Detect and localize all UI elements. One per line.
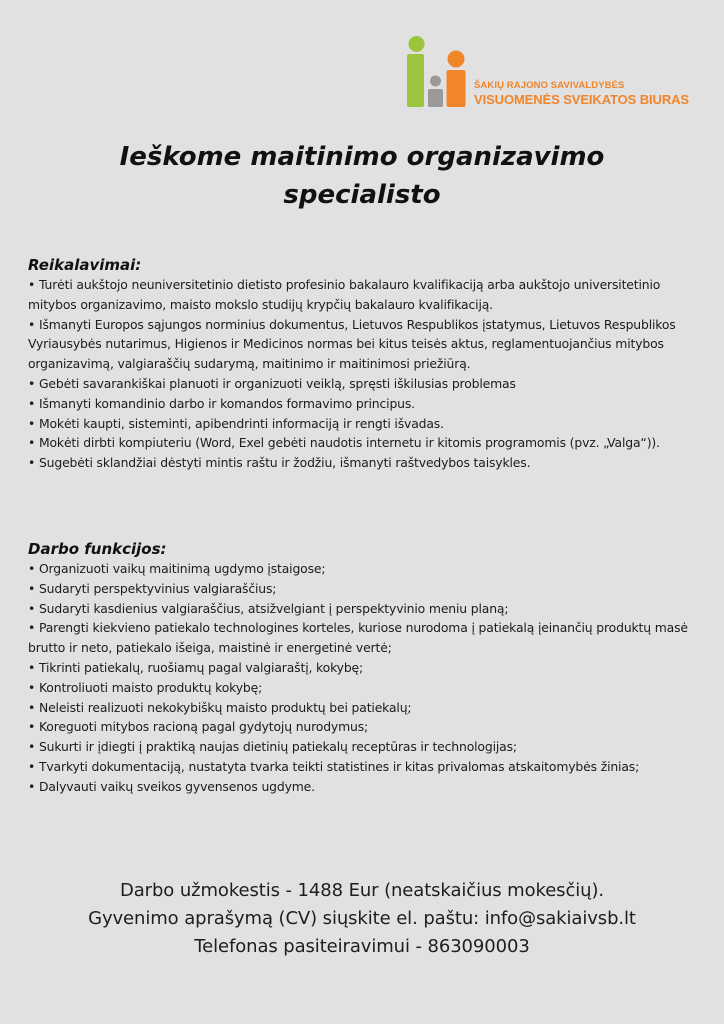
requirement-item: • Turėti aukštojo neuniversitetinio dietisto profesinio bakalauro kvalifikaciją arba aukštojo universitetinio mitybos organizavimo, maisto mokslo studijų krypčių bakalauro kvalifikaciją.: [28, 275, 704, 315]
organization-logo: [406, 36, 696, 116]
requirement-item: • Gebėti savarankiškai planuoti ir organizuoti veiklą, spręsti iškilusias problemas: [28, 374, 704, 394]
requirements-heading: Reikalavimai:: [28, 256, 142, 274]
family-figures-icon: [406, 36, 470, 112]
function-item: • Tvarkyti dokumentaciją, nustatyta tvarka teikti statistines ir kitas privalomas atskaitomybės žinias;: [28, 757, 704, 777]
page-title: [60, 138, 664, 214]
contact-footer: [40, 877, 684, 961]
title-line-1: Ieškome maitinimo organizavimo: [119, 142, 605, 172]
function-item: • Parengti kiekvieno patiekalo technologines korteles, kuriose nurodoma į patiekalą įeinančių produktų masė brutto ir neto, patiekalo išeiga, maistinė ir energetinė vertė;: [28, 618, 704, 658]
title-line-2: specialisto: [283, 180, 441, 210]
function-item: • Tikrinti patiekalų, ruošiamų pagal valgiaraštį, kokybę;: [28, 658, 704, 678]
salary-text: Darbo užmokestis - 1488 Eur (neatskaičius mokesčių).: [119, 880, 605, 901]
requirement-item: • Mokėti kaupti, sisteminti, apibendrinti informaciją ir rengti išvadas.: [28, 414, 704, 434]
function-item: • Sudaryti perspektyvinius valgiaraščius;: [28, 579, 704, 599]
function-item: • Koreguoti mitybos racioną pagal gydytojų nurodymus;: [28, 717, 704, 737]
functions-section: [28, 540, 704, 797]
logo-line-1: ŠAKIŲ RAJONO SAVIVALDYBĖS: [474, 80, 625, 91]
logo-text: [474, 80, 689, 107]
requirement-item: • Mokėti dirbti kompiuteriu (Word, Exel gebėti naudotis internetu ir kitomis programomis (pvz. „Valga“)).: [28, 433, 704, 453]
function-item: • Organizuoti vaikų maitinimą ugdymo įstaigose;: [28, 559, 704, 579]
logo-line-2: VISUOMENĖS SVEIKATOS BIURAS: [474, 92, 689, 107]
requirements-list: [28, 275, 704, 473]
function-item: • Sudaryti kasdienius valgiaraščius, atsižvelgiant į perspektyvinio meniu planą;: [28, 599, 704, 619]
requirements-section: [28, 256, 704, 473]
requirement-item: • Išmanyti komandinio darbo ir komandos formavimo principus.: [28, 394, 704, 414]
function-item: • Kontroliuoti maisto produktų kokybę;: [28, 678, 704, 698]
cv-email-text: Gyvenimo aprašymą (CV) siųskite el. paštu: info@sakiaivsb.lt: [88, 908, 636, 929]
requirement-item: • Išmanyti Europos sąjungos norminius dokumentus, Lietuvos Respublikos įstatymus, Lietuvos Respublikos Vyriausybės nutarimus, Higienos ir Medicinos normas bei kitus teisės aktus, reglamentuojančius mitybos organizavimą, valgiaraščių sudarymą, maitinimo ir maitinimosi priežiūrą.: [28, 315, 704, 374]
functions-list: [28, 559, 704, 797]
function-item: • Dalyvauti vaikų sveikos gyvensenos ugdyme.: [28, 777, 704, 797]
functions-heading: Darbo funkcijos:: [28, 540, 167, 558]
requirement-item: • Sugebėti sklandžiai dėstyti mintis raštu ir žodžiu, išmanyti raštvedybos taisykles.: [28, 453, 704, 473]
function-item: • Sukurti ir įdiegti į praktiką naujas dietinių patiekalų receptūras ir technologijas;: [28, 737, 704, 757]
phone-text: Telefonas pasiteiravimui - 863090003: [194, 936, 530, 957]
function-item: • Neleisti realizuoti nekokybiškų maisto produktų bei patiekalų;: [28, 698, 704, 718]
